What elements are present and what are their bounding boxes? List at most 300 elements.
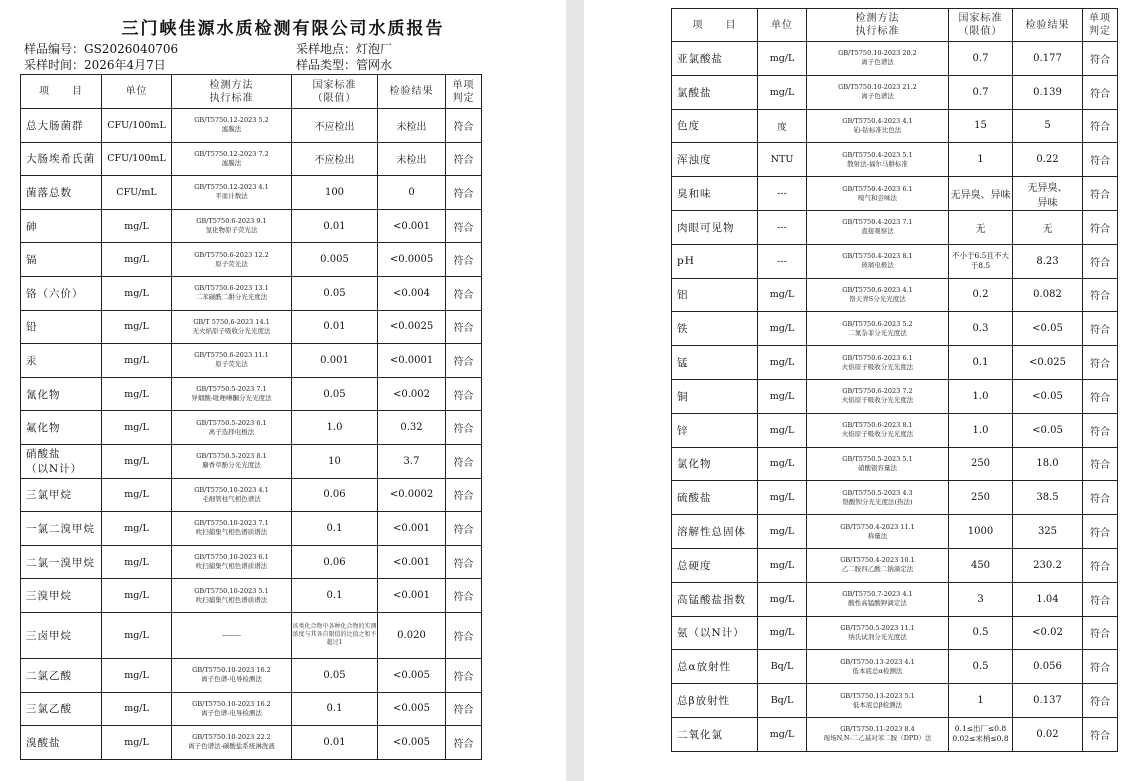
table-row	[21, 310, 482, 344]
method-cell	[172, 344, 292, 378]
standard-limit-cell: 3	[949, 582, 1013, 616]
method-name: 硝酸银容量法	[858, 463, 897, 472]
method-name: 称量法	[867, 531, 888, 540]
method-cell	[807, 447, 949, 481]
method-name: 无火焰原子吸收分光光度法	[192, 326, 271, 335]
unit-cell: mg/L	[102, 377, 172, 411]
verdict-cell: 符合	[1083, 650, 1118, 684]
table-row	[21, 176, 482, 210]
table-row	[672, 548, 1118, 582]
table-row	[21, 692, 482, 726]
method-standard-code: GB/T5750.4-2023 10.1	[840, 556, 915, 565]
unit-cell: mg/L	[758, 717, 807, 751]
method-cell	[807, 75, 949, 109]
method-cell	[172, 692, 292, 726]
standard-limit-cell: 0.1	[292, 692, 378, 726]
table-row	[21, 142, 482, 176]
method-cell	[172, 377, 292, 411]
method-standard-code: GB/T5750.6-2023 4.1	[842, 285, 913, 294]
standard-limit-cell: 不应检出	[292, 109, 378, 143]
unit-cell: CFU/mL	[102, 176, 172, 210]
table-row	[672, 143, 1118, 177]
verdict-cell: 符合	[1083, 413, 1118, 447]
method-name: 平皿计数法	[215, 192, 248, 201]
table-row	[21, 726, 482, 760]
unit-cell: mg/L	[758, 447, 807, 481]
method-name: 火焰原子吸收分光光度法	[841, 396, 914, 405]
method-standard-code: GB/T5750.6-2023 8.1	[842, 421, 913, 430]
result-cell: 325	[1013, 515, 1083, 549]
unit-cell: mg/L	[758, 278, 807, 312]
item-name-cell: 铁	[672, 312, 758, 346]
item-name-cell: 总β放射性	[672, 684, 758, 718]
standard-limit-cell: 250	[949, 447, 1013, 481]
method-standard-code: ———	[221, 630, 242, 639]
report-title: 三门峡佳源水质检测有限公司水质报告	[121, 19, 445, 39]
standard-limit-cell: 不小于6.5且不大于8.5	[949, 244, 1013, 278]
method-name: 吹扫捕集气相色谱质谱法	[195, 595, 268, 604]
standard-limit-cell: 0.05	[292, 658, 378, 692]
method-name: 散射法-福尔马肼标准	[847, 159, 908, 168]
unit-cell: CFU/100mL	[102, 142, 172, 176]
method-cell	[172, 142, 292, 176]
method-cell	[807, 515, 949, 549]
item-name-cell: 砷	[21, 209, 102, 243]
result-cell: <0.02	[1013, 616, 1083, 650]
standard-limit-cell: 250	[949, 481, 1013, 515]
table-row	[21, 243, 482, 277]
table-row	[21, 478, 482, 512]
item-name-cell: 硫酸盐	[672, 481, 758, 515]
table-row	[672, 717, 1118, 751]
method-cell	[172, 612, 292, 658]
result-cell: <0.0025	[378, 310, 446, 344]
result-cell: <0.001	[378, 545, 446, 579]
header-item: 项 目	[672, 9, 758, 42]
unit-cell: mg/L	[102, 478, 172, 512]
item-name-cell: 色度	[672, 109, 758, 143]
unit-cell: ---	[758, 210, 807, 244]
table-row	[672, 447, 1118, 481]
item-name-cell: 铬（六价）	[21, 276, 102, 310]
method-name: 火焰原子吸收分光光度法	[841, 430, 914, 439]
verdict-cell: 符合	[446, 142, 482, 176]
verdict-cell: 符合	[446, 726, 482, 760]
results-table-page-2	[671, 8, 1118, 752]
method-standard-code: GB/T5750.6-2023 7.2	[842, 387, 913, 396]
result-cell: <0.0005	[378, 243, 446, 277]
item-name-cell: pH	[672, 244, 758, 278]
method-standard-code: GB/T5750.6-2023 6.1	[842, 353, 913, 362]
unit-cell: mg/L	[758, 548, 807, 582]
method-standard-code: GB/T5750.4-2023 4.1	[842, 116, 913, 125]
method-name: 异烟酸-吡唑啉酮分光光度法	[191, 394, 272, 403]
verdict-cell: 符合	[1083, 548, 1118, 582]
unit-cell: mg/L	[758, 413, 807, 447]
standard-limit-cell: 1.0	[292, 411, 378, 445]
result-cell: <0.004	[378, 276, 446, 310]
standard-limit-cell: 0.5	[949, 616, 1013, 650]
verdict-cell: 符合	[1083, 109, 1118, 143]
method-cell	[807, 481, 949, 515]
verdict-cell: 符合	[446, 176, 482, 210]
item-name-cell: 铜	[672, 379, 758, 413]
method-name: 离子色谱-电导检测法	[201, 675, 262, 684]
method-cell	[172, 579, 292, 613]
method-name: 低本底总α检测法	[852, 666, 903, 675]
unit-cell: mg/L	[102, 243, 172, 277]
table-row	[672, 244, 1118, 278]
standard-limit-cell: 0.005	[292, 243, 378, 277]
method-cell	[807, 278, 949, 312]
table-header-row	[21, 75, 482, 109]
result-cell: 0.177	[1013, 42, 1083, 76]
method-cell	[807, 413, 949, 447]
method-name: 滤膜法	[221, 125, 242, 134]
sample-site: 采样地点：灯泡厂	[296, 42, 393, 56]
result-cell: <0.005	[378, 692, 446, 726]
method-name: 离子色谱法-碳酸盐系统淋洗液	[188, 742, 275, 751]
verdict-cell: 符合	[1083, 515, 1118, 549]
method-standard-code: GB/T5750.4-2023 8.1	[842, 252, 913, 261]
table-row	[672, 210, 1118, 244]
standard-limit-cell: 0.3	[949, 312, 1013, 346]
unit-cell: mg/L	[102, 512, 172, 546]
unit-cell: mg/L	[758, 42, 807, 76]
header-method: 检测方法 执行标准	[172, 75, 292, 109]
method-cell	[172, 545, 292, 579]
unit-cell: ---	[758, 244, 807, 278]
method-name: 原子荧光法	[215, 360, 248, 369]
method-cell	[172, 411, 292, 445]
item-name-cell: 三氯乙酸	[21, 692, 102, 726]
method-standard-code: GB/T5750.10-2023 16.2	[192, 699, 271, 708]
standard-limit-cell: 1	[949, 684, 1013, 718]
result-cell: <0.005	[378, 658, 446, 692]
item-name-cell: 铅	[21, 310, 102, 344]
unit-cell: mg/L	[102, 545, 172, 579]
standard-limit-cell: 该类化合物中各种化合物的实测浓度与其各自限值的比值之和不超过1	[292, 612, 378, 658]
item-name-cell: 大肠埃希氏菌	[21, 142, 102, 176]
standard-limit-cell: 450	[949, 548, 1013, 582]
header-standard: 国家标准 （限值）	[949, 9, 1013, 42]
method-cell	[172, 478, 292, 512]
item-name-cell: 二氯一溴甲烷	[21, 545, 102, 579]
item-name-cell: 氰化物	[21, 377, 102, 411]
method-standard-code: GB/T5750.13-2023 4.1	[840, 657, 915, 666]
method-standard-code: GB/T5750.6-2023 5.2	[842, 319, 913, 328]
method-standard-code: GB/T5750.4-2023 5.1	[842, 150, 913, 159]
header-item: 项 目	[21, 75, 102, 109]
table-row	[21, 444, 482, 478]
method-cell	[807, 244, 949, 278]
standard-limit-cell: 0.7	[949, 42, 1013, 76]
result-cell: 0.32	[378, 411, 446, 445]
result-cell: 0.056	[1013, 650, 1083, 684]
unit-cell: 度	[758, 109, 807, 143]
result-cell: 1.04	[1013, 582, 1083, 616]
method-cell	[807, 210, 949, 244]
method-name: 铂-钴标准比色法	[853, 125, 902, 134]
method-cell	[807, 650, 949, 684]
method-cell	[807, 109, 949, 143]
verdict-cell: 符合	[1083, 379, 1118, 413]
method-name: 毛细管柱气相色谱法	[202, 494, 261, 503]
method-name: 铬酸钡分光光度法(热法)	[842, 497, 913, 506]
method-standard-code: GB/T5750.5-2023 6.1	[196, 418, 267, 427]
item-name-cell: 硝酸盐 （以N计）	[21, 444, 102, 478]
table-row	[672, 515, 1118, 549]
method-name: 氢化物原子荧光法	[205, 226, 258, 235]
header-verdict: 单项 判定	[1083, 9, 1118, 42]
header-result: 检验结果	[378, 75, 446, 109]
standard-limit-cell: 无	[949, 210, 1013, 244]
result-cell: 0.082	[1013, 278, 1083, 312]
standard-limit-cell: 1.0	[949, 413, 1013, 447]
unit-cell: mg/L	[102, 658, 172, 692]
table-row	[21, 377, 482, 411]
method-cell	[172, 512, 292, 546]
table-row	[672, 650, 1118, 684]
method-standard-code: GB/T5750.11-2023 8.4	[840, 725, 915, 734]
verdict-cell: 符合	[1083, 75, 1118, 109]
method-standard-code: GB/T5750.4-2023 11.1	[840, 522, 915, 531]
table-row	[21, 545, 482, 579]
header-unit: 单位	[102, 75, 172, 109]
result-cell: <0.05	[1013, 413, 1083, 447]
unit-cell: ---	[758, 177, 807, 211]
method-cell	[807, 346, 949, 380]
item-name-cell: 汞	[21, 344, 102, 378]
method-name: 现场N,N-二乙基对苯二胺（DPD）法	[823, 734, 932, 743]
unit-cell: mg/L	[758, 515, 807, 549]
header-result: 检验结果	[1013, 9, 1083, 42]
result-cell: 230.2	[1013, 548, 1083, 582]
method-cell	[807, 312, 949, 346]
method-standard-code: GB/T5750.6-2023 13.1	[194, 284, 269, 293]
method-name: 铬天青S分光光度法	[849, 294, 906, 303]
results-table-page-1	[20, 74, 482, 760]
method-standard-code: GB/T5750.10-2023 5.1	[194, 586, 269, 595]
method-cell	[807, 684, 949, 718]
verdict-cell: 符合	[1083, 582, 1118, 616]
table-row	[672, 413, 1118, 447]
method-standard-code: GB/T5750.6-2023 9.1	[196, 217, 267, 226]
unit-cell: mg/L	[758, 582, 807, 616]
result-cell: <0.025	[1013, 346, 1083, 380]
table-row	[672, 278, 1118, 312]
method-name: 直接观察法	[861, 227, 894, 236]
standard-limit-cell: 0.01	[292, 310, 378, 344]
standard-limit-cell: 0.05	[292, 276, 378, 310]
standard-limit-cell: 1	[949, 143, 1013, 177]
verdict-cell: 符合	[1083, 346, 1118, 380]
unit-cell: mg/L	[758, 312, 807, 346]
method-standard-code: GB/T5750.10-2023 7.1	[194, 519, 269, 528]
table-row	[21, 276, 482, 310]
verdict-cell: 符合	[1083, 684, 1118, 718]
verdict-cell: 符合	[446, 411, 482, 445]
item-name-cell: 溶解性总固体	[672, 515, 758, 549]
table-row	[672, 616, 1118, 650]
method-standard-code: GB/T5750.10-2023 22.2	[192, 733, 271, 742]
table-row	[672, 75, 1118, 109]
method-standard-code: GB/T5750.10-2023 20.2	[838, 49, 917, 58]
result-cell: <0.001	[378, 579, 446, 613]
method-standard-code: GB/T5750.5-2023 11.1	[840, 623, 915, 632]
item-name-cell: 亚氯酸盐	[672, 42, 758, 76]
verdict-cell: 符合	[446, 109, 482, 143]
method-standard-code: GB/T5750.10-2023 6.1	[194, 553, 269, 562]
item-name-cell: 二氧化氯	[672, 717, 758, 751]
verdict-cell: 符合	[446, 310, 482, 344]
unit-cell: mg/L	[102, 344, 172, 378]
method-standard-code: GB/T5750.5-2023 5.1	[842, 454, 913, 463]
item-name-cell: 锰	[672, 346, 758, 380]
unit-cell: CFU/100mL	[102, 109, 172, 143]
report-page-1	[0, 0, 566, 781]
unit-cell: mg/L	[758, 481, 807, 515]
standard-limit-cell: 0.001	[292, 344, 378, 378]
item-name-cell: 铝	[672, 278, 758, 312]
method-name: 二氮杂菲分光光度法	[848, 328, 907, 337]
method-name: 离子色谱法	[861, 92, 894, 101]
unit-cell: mg/L	[102, 310, 172, 344]
method-standard-code: GB/T5750.12-2023 5.2	[194, 116, 269, 125]
unit-cell: mg/L	[102, 209, 172, 243]
method-name: 火焰原子吸收分光光度法	[841, 362, 914, 371]
standard-limit-cell: 1000	[949, 515, 1013, 549]
standard-limit-cell: 1.0	[949, 379, 1013, 413]
standard-limit-cell: 0.7	[949, 75, 1013, 109]
item-name-cell: 三卤甲烷	[21, 612, 102, 658]
standard-limit-cell: 0.05	[292, 377, 378, 411]
item-name-cell: 高锰酸盐指数	[672, 582, 758, 616]
table-row	[672, 177, 1118, 211]
standard-limit-cell: 0.06	[292, 545, 378, 579]
method-name: 离子色谱法	[861, 58, 894, 67]
verdict-cell: 符合	[1083, 42, 1118, 76]
table-row	[672, 684, 1118, 718]
item-name-cell: 二氯乙酸	[21, 658, 102, 692]
result-cell: 无异臭、 异味	[1013, 177, 1083, 211]
method-standard-code: GB/T5750.10-2023 21.2	[838, 83, 917, 92]
verdict-cell: 符合	[446, 276, 482, 310]
method-standard-code: GB/T5750.12-2023 7.2	[194, 149, 269, 158]
method-cell	[807, 143, 949, 177]
method-cell	[172, 243, 292, 277]
result-cell: 38.5	[1013, 481, 1083, 515]
unit-cell: Bq/L	[758, 650, 807, 684]
method-standard-code: GB/T5750.6-2023 11.1	[194, 351, 269, 360]
table-row	[672, 481, 1118, 515]
result-cell: <0.05	[1013, 312, 1083, 346]
result-cell: 3.7	[378, 444, 446, 478]
method-standard-code: GB/T5750.6-2023 12.2	[194, 250, 269, 259]
item-name-cell: 锌	[672, 413, 758, 447]
method-name: 离子选择电极法	[208, 427, 255, 436]
verdict-cell: 符合	[446, 344, 482, 378]
table-row	[672, 312, 1118, 346]
verdict-cell: 符合	[1083, 143, 1118, 177]
result-cell: 0.02	[1013, 717, 1083, 751]
method-standard-code: GB/T5750.4-2023 6.1	[842, 184, 913, 193]
method-standard-code: GB/T5750.5-2023 4.3	[842, 488, 913, 497]
standard-limit-cell: 0.2	[949, 278, 1013, 312]
sample-time: 采样时间：2026年4月7日	[24, 58, 166, 72]
item-name-cell: 一氯二溴甲烷	[21, 512, 102, 546]
result-cell: 0.22	[1013, 143, 1083, 177]
unit-cell: mg/L	[758, 379, 807, 413]
item-name-cell: 氨（以N计）	[672, 616, 758, 650]
standard-limit-cell: 不应检出	[292, 142, 378, 176]
sample-number: 样品编号：GS2026040706	[24, 42, 179, 56]
table-row	[672, 346, 1118, 380]
standard-limit-cell: 0.1	[292, 579, 378, 613]
method-name: 吹扫捕集气相色谱质谱法	[195, 528, 268, 537]
standard-limit-cell: 0.1≤出厂≤0.8 0.02≤末梢≤0.8	[949, 717, 1013, 751]
method-standard-code: GB/T5750.12-2023 4.1	[194, 183, 269, 192]
method-cell	[807, 616, 949, 650]
method-cell	[172, 310, 292, 344]
verdict-cell: 符合	[446, 478, 482, 512]
table-row	[21, 658, 482, 692]
verdict-cell: 符合	[1083, 616, 1118, 650]
method-standard-code: GB/T5750.4-2023 7.1	[842, 218, 913, 227]
sample-type: 样品类型：管网水	[296, 58, 393, 72]
standard-limit-cell: 无异臭、异味	[949, 177, 1013, 211]
table-row	[21, 612, 482, 658]
method-name: 玻璃电极法	[861, 261, 894, 270]
method-standard-code: GB/T5750.5-2023 7.1	[196, 385, 267, 394]
item-name-cell: 三溴甲烷	[21, 579, 102, 613]
method-cell	[807, 717, 949, 751]
unit-cell: mg/L	[758, 75, 807, 109]
result-cell: <0.002	[378, 377, 446, 411]
header-standard: 国家标准 （限值）	[292, 75, 378, 109]
table-row	[21, 579, 482, 613]
method-cell	[807, 379, 949, 413]
result-cell: <0.001	[378, 209, 446, 243]
method-cell	[172, 726, 292, 760]
unit-cell: Bq/L	[758, 684, 807, 718]
method-cell	[172, 658, 292, 692]
verdict-cell: 符合	[446, 444, 482, 478]
unit-cell: mg/L	[102, 579, 172, 613]
table-row	[672, 109, 1118, 143]
result-cell: 0.139	[1013, 75, 1083, 109]
method-name: 纳氏试剂分光光度法	[848, 632, 907, 641]
standard-limit-cell: 0.1	[292, 512, 378, 546]
standard-limit-cell: 10	[292, 444, 378, 478]
method-standard-code: GB/T5750.13-2023 5.1	[840, 691, 915, 700]
method-name: 原子荧光法	[215, 259, 248, 268]
verdict-cell: 符合	[1083, 244, 1118, 278]
verdict-cell: 符合	[446, 545, 482, 579]
method-name: 二苯碳酰二肼分光光度法	[195, 293, 268, 302]
item-name-cell: 肉眼可见物	[672, 210, 758, 244]
method-cell	[807, 42, 949, 76]
method-cell	[807, 582, 949, 616]
verdict-cell: 符合	[446, 658, 482, 692]
method-name: 离子色谱-电导检测法	[201, 708, 262, 717]
method-standard-code: GB/T5750.5-2023 8.1	[196, 452, 267, 461]
standard-limit-cell: 0.01	[292, 209, 378, 243]
standard-limit-cell: 0.1	[949, 346, 1013, 380]
method-name: 酸性高锰酸钾滴定法	[848, 599, 907, 608]
header-method: 检测方法 执行标准	[807, 9, 949, 42]
verdict-cell: 符合	[1083, 717, 1118, 751]
